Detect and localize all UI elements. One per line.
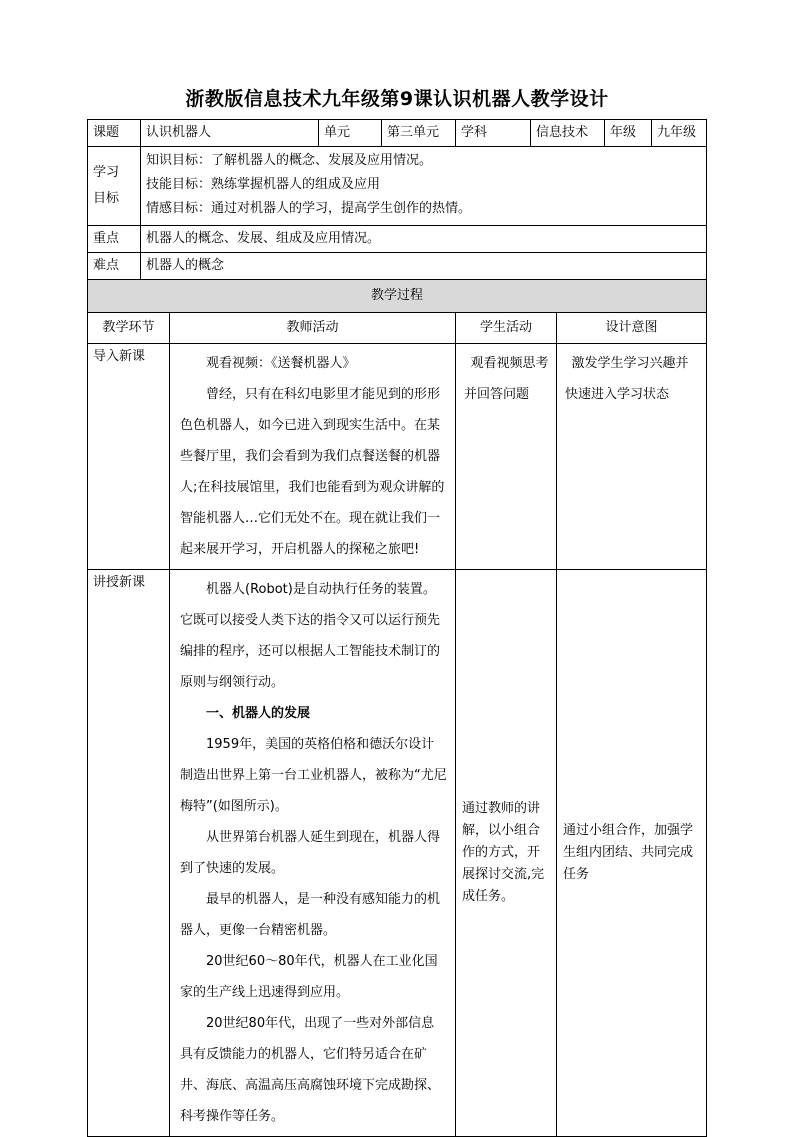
lecture-row: [88, 570, 707, 1137]
topic-value: 认识机器人: [141, 120, 319, 147]
goals-label-line1: 学习: [93, 165, 120, 180]
header-stage: 教学环节: [88, 313, 170, 344]
key-point-text: 机器人的概念、发展、组成及应用情况。: [141, 226, 707, 253]
lecture-teacher-earliest: 最早的机器人，是一种没有感知能力的机器人，更像一台精密机器。: [180, 892, 441, 938]
lecture-teacher-1960s: 20世纪60～80年代，机器人在工业化国家的生产线上迅速得到应用。: [180, 954, 438, 1000]
goal-emotion: 情感目标：通过对机器人的学习，提高学生创作的热情。: [146, 201, 472, 216]
header-teacher: 教师活动: [170, 313, 456, 344]
unit-value: 第三单元: [382, 120, 456, 147]
key-point-row: [88, 226, 707, 253]
subject-value: 信息技术: [531, 120, 605, 147]
page-title: 浙教版信息技术九年级第9课认识机器人教学设计: [185, 88, 609, 110]
lecture-teacher-definition: 机器人(Robot)是自动执行任务的装置。它既可以接受人类下达的指令又可以运行预先编排的程序，还可以根据人工智能技术制订的原则与纲领行动。: [180, 582, 441, 690]
lecture-stage: 讲授新课: [88, 570, 170, 1137]
goals-label: [88, 147, 141, 226]
intro-teacher-video: 观看视频：《送餐机器人》: [206, 356, 356, 371]
process-band-row: [88, 280, 707, 313]
goals-label-line2: 目标: [93, 191, 120, 206]
lecture-teacher-1980s: 20世纪80年代，出现了一些对外部信息具有反馈能力的机器人，它们特另适合在矿井、海底、高温高压高腐蚀环境下完成勘探、科考操作等任务。: [180, 1016, 441, 1124]
lecture-teacher-heading: 一、机器人的发展: [206, 706, 311, 721]
lecture-intent: 通过小组合作，加强学生组内团结、共同完成任务: [557, 570, 707, 1137]
lecture-student: 通过教师的讲解，以小组合作的方式，开展探讨交流,完成任务。: [456, 570, 557, 1137]
process-header-row: [88, 313, 707, 344]
key-point-label: 重点: [88, 226, 141, 253]
difficulty-row: [88, 253, 707, 280]
intro-intent: 激发学生学习兴趣并快速进入学习状态: [557, 344, 707, 570]
header-student: 学生活动: [456, 313, 557, 344]
subject-label: 学科: [456, 120, 531, 147]
lesson-plan-table: [87, 119, 707, 1137]
process-band: 教学过程: [88, 280, 707, 313]
grade-value: 九年级: [652, 120, 707, 147]
goal-knowledge: 知识目标：了解机器人的概念、发展及应用情况。: [146, 153, 433, 168]
goals-content: [141, 147, 707, 226]
info-row: [88, 120, 707, 147]
difficulty-label: 难点: [88, 253, 141, 280]
lecture-teacher-growth: 从世界第台机器人延生到现在，机器人得到了快速的发展。: [180, 830, 441, 876]
intro-teacher-paragraph: 曾经，只有在科幻电影里才能见到的形形色色机器人，如今已进入到现实生活中。在某些餐厅里，我们会看到为我们点餐送餐的机器人;在科技展馆里，我们也能看到为观众讲解的智能机器人…它们无处不在。现在就让我们一起来展开学习，开启机器人的探秘之旅吧!: [180, 387, 445, 557]
intro-row: [88, 344, 707, 570]
intro-student: 观看视频思考并回答问题: [456, 344, 557, 570]
goal-skill: 技能目标：熟练掌握机器人的组成及应用: [146, 177, 381, 192]
grade-label: 年级: [605, 120, 652, 147]
lecture-teacher: [170, 570, 456, 1137]
difficulty-text: 机器人的概念: [141, 253, 707, 280]
topic-label: 课题: [88, 120, 141, 147]
unit-label: 单元: [319, 120, 382, 147]
intro-stage: 导入新课: [88, 344, 170, 570]
goals-row: [88, 147, 707, 226]
intro-teacher: [170, 344, 456, 570]
lecture-teacher-1959: 1959年，美国的英格伯格和德沃尔设计制造出世界上第一台工业机器人，被称为“尤尼梅特”(如图所示)。: [180, 737, 447, 814]
header-intent: 设计意图: [557, 313, 707, 344]
